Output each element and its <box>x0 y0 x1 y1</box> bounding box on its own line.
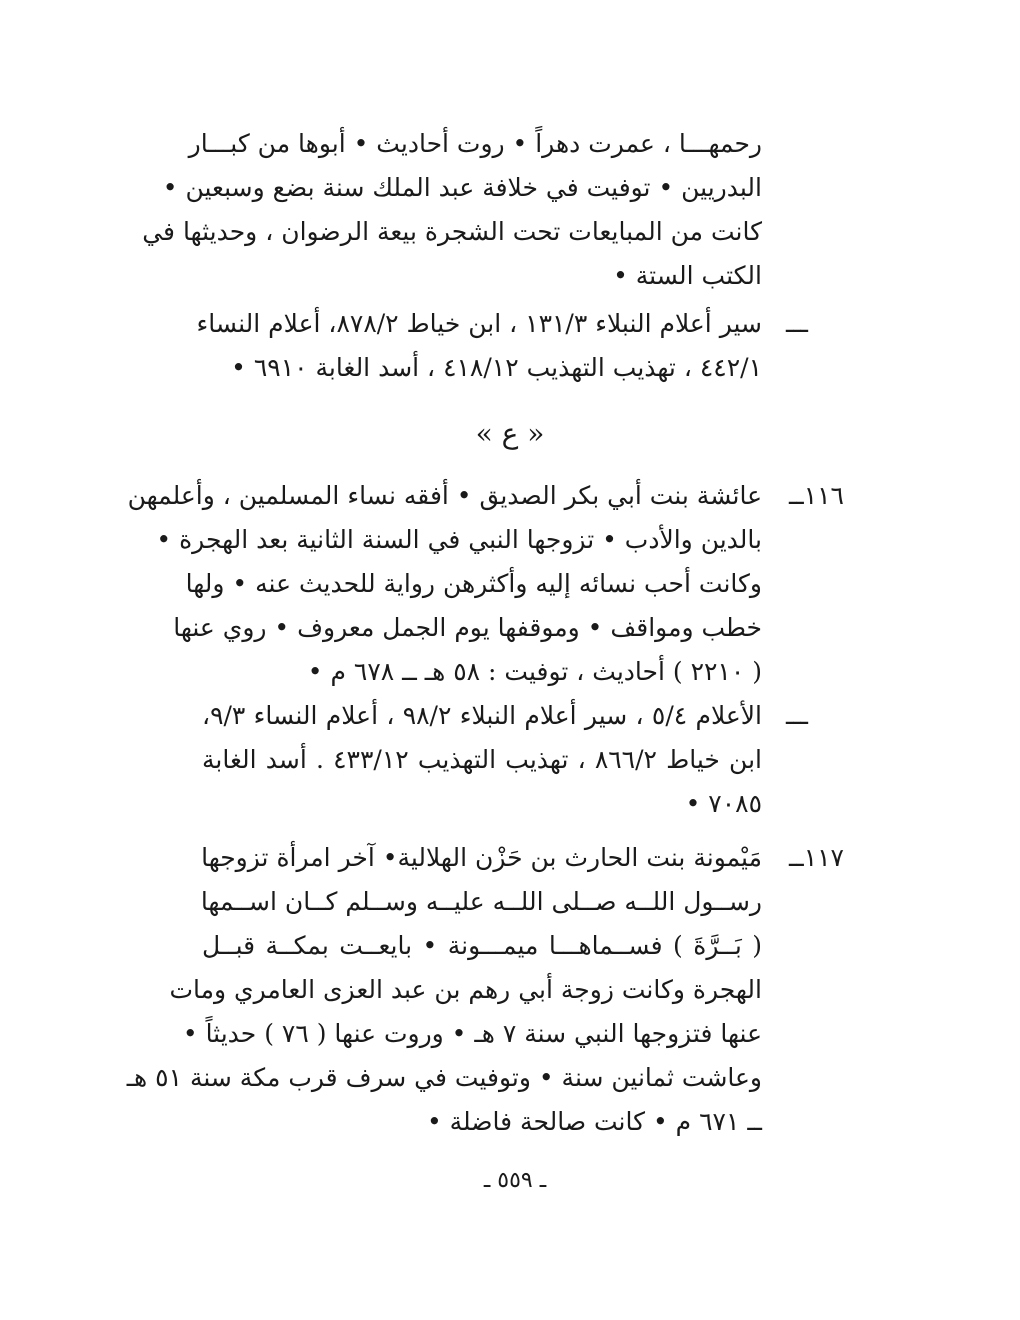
text-line: ( ٢٢١٠ ) أحاديث ، توفيت : ٥٨ هـ ــ ٦٧٨ م • <box>307 657 762 686</box>
source-line: ابن خياط ٨٦٦/٢ ، تهذيب التهذيب ٤٣٣/١٢ . أسد الغابة <box>202 745 762 774</box>
text-line: بالدين والأدب • تزوجها النبي في السنة الثانية بعد الهجرة • <box>156 525 762 554</box>
entry-number-117: ١١٧ــ <box>789 843 844 872</box>
source-dash: ـــ <box>786 309 808 338</box>
text-line: وكانت أحب نسائه إليه وأكثرهن رواية للحديث عنه • ولها <box>185 569 762 598</box>
continuation-sources <box>196 302 762 390</box>
text-line: عنها فتزوجها النبي سنة ٧ هـ • وروت عنها ( ٧٦ ) حديثاً • <box>182 1019 762 1048</box>
source-dash: ـــ <box>786 701 808 730</box>
source-line: ٤٤٢/١ ، تهذيب التهذيب ٤١٨/١٢ ، أسد الغابة ٦٩١٠ • <box>231 353 762 382</box>
entry-117-text <box>126 836 762 1144</box>
page-number: ـ ٥٥٩ ـ <box>483 1168 547 1193</box>
section-heading: « ع » <box>475 417 545 450</box>
text-line: عائشة بنت أبي بكر الصديق • أفقه نساء المسلمين ، وأعلمهن <box>127 481 762 510</box>
text-line: الكتب الستة • <box>613 261 762 290</box>
text-line: ( بَــرَّةَ ) فســماهـــا ميمـــونة • بايعــت بمكــة قبــل <box>202 931 762 960</box>
entry-116-sources <box>202 694 762 826</box>
entry-number-116: ١١٦ــ <box>789 481 844 510</box>
source-line: ٧٠٨٥ • <box>685 789 762 818</box>
text-line: وعاشت ثمانين سنة • وتوفيت في سرف قرب مكة سنة ٥١ هـ <box>126 1063 762 1092</box>
text-line: الهجرة وكانت زوجة أبي رهم بن عبد العزى العامري ومات <box>169 975 762 1004</box>
text-line: كانت من المبايعات تحت الشجرة بيعة الرضوان ، وحديثها في <box>142 217 762 246</box>
text-line: رســول اللــه صــلى اللــه عليــه وســلم كــان اســمها <box>200 887 762 916</box>
text-line: البدريين • توفيت في خلافة عبد الملك سنة بضع وسبعين • <box>162 173 762 202</box>
text-line: خطب ومواقف • وموقفها يوم الجمل معروف • روي عنها <box>173 613 762 642</box>
source-line: سير أعلام النبلاء ١٣١/٣ ، ابن خياط ٨٧٨/٢، أعلام النساء <box>196 309 762 338</box>
text-line: ــ ٦٧١ م • كانت صالحة فاضلة • <box>426 1107 762 1136</box>
continuation-paragraph <box>142 122 762 298</box>
text-line: رحمهـــا ، عمرت دهراً • روت أحاديث • أبوها من كبـــار <box>188 129 762 158</box>
source-line: الأعلام ٥/٤ ، سير أعلام النبلاء ٩٨/٢ ، أعلام النساء ٩/٣، <box>202 701 762 730</box>
text-line: مَيْمونة بنت الحارث بن حَزْن الهلالية• آخر امرأة تزوجها <box>201 843 762 872</box>
entry-116-text <box>127 474 762 694</box>
